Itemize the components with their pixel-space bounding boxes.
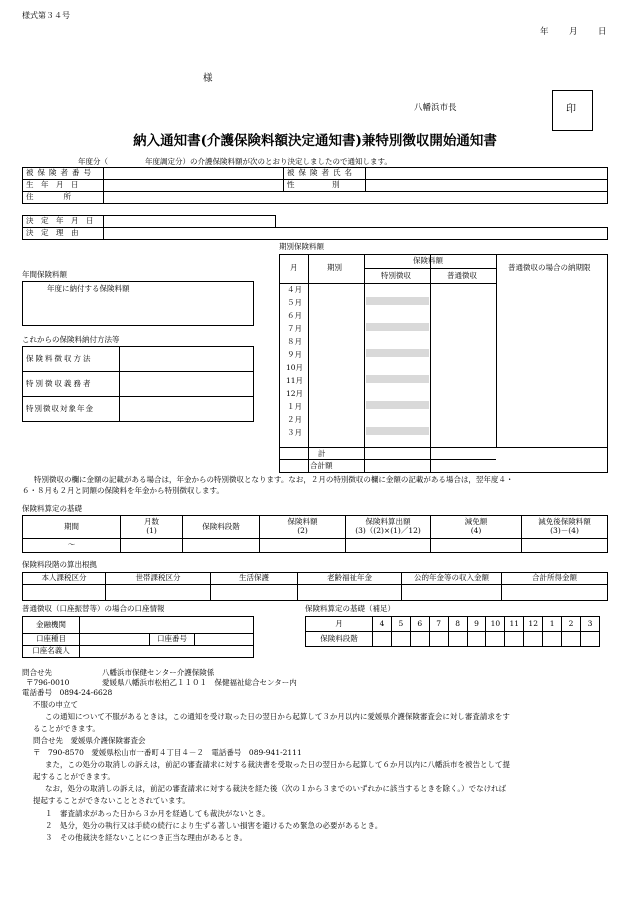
month-label: ９月 — [287, 350, 302, 359]
month-label: ６月 — [287, 311, 302, 320]
col-month-header: 月 — [290, 263, 298, 272]
shaded-cell — [366, 427, 429, 435]
appeal-text: この通知について不服があるときは，この通知を受け取った日の翌日から起算して３か月以内に愛媛県介護保険審査会に対し審査請求をす — [45, 712, 510, 721]
supp-month: 3 — [580, 617, 599, 632]
income-field[interactable] — [23, 585, 106, 601]
basis-table — [22, 515, 608, 553]
special-collector-label: 特別徴収義務者 — [23, 372, 120, 397]
income-header: 世帯課税区分 — [106, 573, 211, 585]
payment-method-table — [22, 346, 254, 422]
income-header: 公的年金等の収入金額 — [402, 573, 502, 585]
supp-stage-label: 保険料段階 — [306, 632, 373, 647]
table-row — [23, 585, 608, 601]
table-row — [23, 539, 608, 553]
table-row — [23, 216, 608, 228]
appeal-text: また，この処分の取消しの訴えは，前記の審査請求に対する裁決書を受取った日の翌日から起算して６か月以内に八幡浜市を被告として提 — [45, 760, 510, 769]
month-label: １月 — [287, 402, 302, 411]
table-row — [23, 634, 254, 646]
shaded-cell — [366, 401, 429, 409]
appeal-heading: 不服の申立て — [33, 700, 78, 709]
supp-stage-field[interactable] — [410, 632, 429, 647]
form-title: 納入通知書(介護保険料額決定通知書)兼特別徴収開始通知書 — [133, 133, 497, 149]
table-row — [23, 646, 254, 658]
period-row-line — [364, 268, 496, 269]
shaded-cell — [366, 297, 429, 305]
income-field[interactable] — [402, 585, 502, 601]
supp-stage-field[interactable] — [505, 632, 524, 647]
decision-table — [22, 215, 608, 240]
appeal-contact: 問合せ先 愛媛県介護保険審査会 — [33, 736, 146, 745]
period-col-line — [308, 255, 309, 472]
appeal-text: 提起することができないこととされています。 — [33, 796, 190, 805]
special-collector-field[interactable] — [120, 372, 254, 397]
account-type-field[interactable] — [80, 634, 150, 646]
basis-header-period: 期間 — [23, 516, 121, 539]
supp-stage-field[interactable] — [429, 632, 448, 647]
basis-heading: 保険料算定の基礎 — [22, 504, 82, 513]
month-label: ５月 — [287, 298, 302, 307]
gender-label: 性 別 — [284, 180, 366, 192]
supp-stage-field[interactable] — [373, 632, 392, 647]
supp-month: 4 — [373, 617, 392, 632]
basis-header-calculated: 保険料算出額 (3)（(2)×(1)／12) — [346, 516, 431, 539]
col-normal-header: 普通徴収 — [447, 271, 477, 280]
account-holder-label: 口座名義人 — [23, 646, 80, 658]
contact-address: 愛媛県八幡浜市松柏乙１１０１ 保健福祉総合センター内 — [102, 678, 297, 687]
contact-tel: 電話番号 0894-24-6628 — [22, 688, 113, 697]
insured-name-label: 被保険者氏名 — [284, 168, 366, 180]
address-field[interactable] — [104, 192, 608, 204]
collection-method-label: 保険料徴収方法 — [23, 347, 120, 372]
income-header: 老齢福祉年金 — [298, 573, 402, 585]
intro-year: 年度分（ — [78, 157, 108, 166]
months-field[interactable] — [121, 539, 183, 553]
col-special-header: 特別徴収 — [381, 271, 411, 280]
note-line-1: 特別徴収の欄に金額の記載がある場合は，年金からの特別徴収となります。なお，２月の特別徴収の欄に金額の記載がある場合は，翌年度４・ — [34, 475, 514, 484]
supp-stage-field[interactable] — [448, 632, 467, 647]
mayor-name: 八幡浜市長 — [414, 103, 457, 113]
income-basis-table — [22, 572, 608, 601]
premium-field[interactable] — [260, 539, 346, 553]
pension-field[interactable] — [120, 397, 254, 422]
appeal-item: ２ 処分，処分の執行又は手続の続行により生ずる著しい損害を避けるため緊急の必要があるとき。 — [45, 821, 383, 830]
note-line-2: ６・８月も２月と同額の保険料を年金から特別徴収します。 — [22, 486, 224, 495]
annual-premium-box — [22, 281, 254, 326]
stage-field[interactable] — [183, 539, 260, 553]
month-label: ４月 — [287, 285, 302, 294]
supp-month: 11 — [505, 617, 524, 632]
total-label: 計 — [318, 449, 326, 458]
basis-header-months: 月数 (1) — [121, 516, 183, 539]
birthdate-label: 生 年 月 日 — [23, 180, 104, 192]
pension-label: 特別徴収対象年金 — [23, 397, 120, 422]
appeal-text: なお，処分の取消しの訴えは，前記の審査請求に対する裁決を経た後（次の１から３までのいずれかに該当するときを除く。）でなければ — [45, 784, 507, 793]
future-heading: これからの保険料納付方法等 — [22, 335, 120, 344]
appeal-item: ３ その他裁決を経ないことにつき正当な理由があるとき。 — [45, 833, 248, 842]
account-holder-field[interactable] — [80, 646, 254, 658]
income-field[interactable] — [211, 585, 298, 601]
seal-box — [552, 90, 593, 131]
basis-header-after-reduction: 減免後保険料額 (3)－(4) — [522, 516, 608, 539]
table-row — [23, 617, 254, 634]
shaded-cell — [366, 349, 429, 357]
insured-number-label: 被保険者番号 — [23, 168, 104, 180]
basis-header-stage: 保険料段階 — [183, 516, 260, 539]
form-number: 様式第３４号 — [22, 11, 70, 20]
period-heading: 期別保険料額 — [279, 242, 324, 251]
income-field[interactable] — [298, 585, 402, 601]
after-reduction-field[interactable] — [522, 539, 608, 553]
decision-date-label: 決 定 年 月 日 — [23, 216, 104, 228]
month-label: ８月 — [287, 337, 302, 346]
account-heading: 普通徴収（口座振替等）の場合の口座情報 — [22, 604, 165, 613]
supp-month: 12 — [524, 617, 543, 632]
month-label: 12月 — [286, 389, 304, 398]
insured-info-table — [22, 167, 608, 204]
addressee-suffix: 様 — [203, 73, 213, 84]
period-col-line — [496, 255, 497, 447]
month-label: 10月 — [286, 363, 304, 372]
shaded-cell — [366, 323, 429, 331]
supp-month: 2 — [562, 617, 581, 632]
appeal-contact-address: 〒 790-8570 愛媛県松山市一番町４丁目４－２ 電話番号 089-941-2111 — [33, 748, 302, 757]
supp-month: 1 — [543, 617, 562, 632]
decision-date-field[interactable] — [104, 216, 276, 228]
account-number-label: 口座番号 — [150, 634, 195, 646]
period-range-field[interactable]: ～ — [23, 539, 121, 553]
month-label: ３月 — [287, 428, 302, 437]
basis-header-premium: 保険料額 (2) — [260, 516, 346, 539]
col-deadline-header: 普通徴収の場合の納期限 — [508, 263, 591, 272]
table-row — [23, 192, 608, 204]
supp-stage-field[interactable] — [486, 632, 505, 647]
supp-month: 6 — [410, 617, 429, 632]
supp-month-label: 月 — [306, 617, 373, 632]
supp-month: 8 — [448, 617, 467, 632]
supp-stage-field[interactable] — [467, 632, 486, 647]
insured-number-field[interactable] — [104, 168, 284, 180]
table-row — [23, 180, 608, 192]
col-premium-header: 保険料額 — [413, 256, 443, 265]
income-header: 生活保護 — [211, 573, 298, 585]
decision-reason-label: 決 定 理 由 — [23, 228, 104, 240]
period-row-line — [280, 283, 496, 284]
supp-stage-field[interactable] — [524, 632, 543, 647]
supp-month: 10 — [486, 617, 505, 632]
table-row — [23, 573, 608, 585]
table-row — [306, 617, 600, 632]
calculated-field[interactable] — [346, 539, 431, 553]
supp-stage-field[interactable] — [562, 632, 581, 647]
decision-reason-field[interactable] — [104, 228, 608, 240]
reduction-field[interactable] — [431, 539, 522, 553]
period-row-line — [280, 447, 607, 448]
contact-name: 八幡浜市保健センター介護保険係 — [102, 668, 215, 677]
bank-field[interactable] — [80, 617, 254, 634]
bank-label: 金融機関 — [23, 617, 80, 634]
intro-text: 年度調定分）の介護保険料額が次のとおり決定しましたので通知します。 — [145, 157, 392, 166]
supp-stage-field[interactable] — [391, 632, 410, 647]
table-row — [23, 397, 254, 422]
income-heading: 保険料段階の算出根拠 — [22, 560, 97, 569]
supp-month: 5 — [391, 617, 410, 632]
month-label: ７月 — [287, 324, 302, 333]
shaded-cell — [366, 375, 429, 383]
annual-premium-label: 年度に納付する保険料額 — [47, 284, 130, 293]
income-header: 本人課税区分 — [23, 573, 106, 585]
issue-date: 年 月 日 — [540, 27, 613, 37]
table-row — [23, 228, 608, 240]
seal-label: 印 — [566, 104, 576, 115]
decision-spacer — [276, 216, 608, 228]
supp-stage-field[interactable] — [580, 632, 599, 647]
period-premium-table — [279, 254, 608, 473]
birthdate-field[interactable] — [104, 180, 284, 192]
table-row — [23, 168, 608, 180]
table-row — [306, 632, 600, 647]
contact-postal: 〒796-0010 — [26, 678, 70, 687]
period-row-line — [280, 459, 496, 460]
annual-heading: 年間保険料額 — [22, 270, 67, 279]
account-type-label: 口座種目 — [23, 634, 80, 646]
table-row — [23, 516, 608, 539]
address-label: 住 所 — [23, 192, 104, 204]
table-row — [23, 372, 254, 397]
income-header: 合計所得金額 — [502, 573, 608, 585]
month-label: ２月 — [287, 415, 302, 424]
table-row — [23, 347, 254, 372]
grand-total-label: 合計額 — [310, 461, 333, 470]
col-term-header: 期別 — [327, 263, 342, 272]
collection-method-field[interactable] — [120, 347, 254, 372]
supp-month: 7 — [429, 617, 448, 632]
supp-month: 9 — [467, 617, 486, 632]
period-col-line — [364, 255, 365, 472]
supp-stage-field[interactable] — [543, 632, 562, 647]
appeal-item: １ 審査請求があった日から３か月を経過しても裁決がないとき。 — [45, 809, 270, 818]
supp-table — [305, 616, 600, 647]
period-col-line — [430, 255, 431, 472]
gender-field[interactable] — [366, 180, 608, 192]
income-field[interactable] — [106, 585, 211, 601]
appeal-text: ることができます。 — [33, 724, 100, 733]
supp-heading: 保険料算定の基礎（補足） — [305, 604, 395, 613]
account-number-field[interactable] — [195, 634, 254, 646]
basis-header-reduction: 減免額 (4) — [431, 516, 522, 539]
month-label: 11月 — [286, 376, 304, 385]
insured-name-field[interactable] — [366, 168, 608, 180]
contact-label: 問合せ先 — [22, 668, 52, 677]
appeal-text: 起することができます。 — [33, 772, 115, 781]
income-field[interactable] — [502, 585, 608, 601]
account-table — [22, 616, 254, 658]
